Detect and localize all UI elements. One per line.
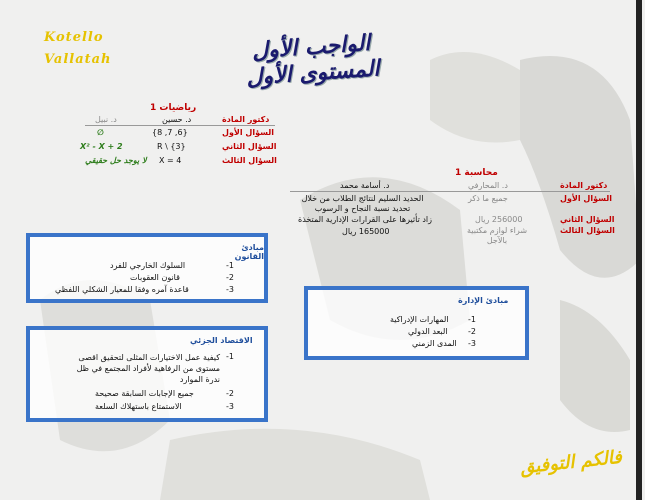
math-separator-1 <box>85 125 275 126</box>
math-b-4: لا يوجد حل حقيقي <box>85 156 147 165</box>
admin-num-3: -3 <box>468 339 476 348</box>
accounting-a-3: 256000 ريال <box>475 215 523 224</box>
math-b-3: X² - X + 2 <box>80 142 123 151</box>
admin-num-2: -2 <box>468 327 476 336</box>
accounting-separator-1 <box>290 191 610 192</box>
math-label-3: السؤال الثاني <box>222 142 277 151</box>
micro-econ-box <box>26 326 268 422</box>
law-num-3: -3 <box>226 285 234 294</box>
math-a-4: X = 4 <box>159 156 182 165</box>
accounting-b-4: 165000 ريال <box>342 227 390 236</box>
micro-num-3: -3 <box>226 402 234 411</box>
admin-num-1: -1 <box>468 315 476 324</box>
accounting-a-2: جميع ما ذكر <box>468 194 508 203</box>
signature-text: فالكم التوفيق <box>519 446 623 479</box>
accounting-b-1: د. أسامة محمد <box>340 181 390 190</box>
law-item-1: السلوك الخارجي للفرد <box>110 261 186 270</box>
micro-num-1: -1 <box>226 352 234 361</box>
logo-line-1: Kotello <box>44 30 104 45</box>
micro-item-2: جميع الإجابات السابقة صحيحة <box>95 389 194 398</box>
micro-item-1: كيفية عمل الاختيارات المثلى لتحقيق اقصى مستوى من الرفاهية لأفراد المجتمع في ظل ندرة الموارد <box>76 353 220 384</box>
accounting-b-3: زاد تأثيرها على القرارات الإدارية المتخذة <box>298 215 432 224</box>
micro-num-2: -2 <box>226 389 234 398</box>
accounting-heading: محاسبة 1 <box>455 168 498 178</box>
accounting-label-2: السؤال الأول <box>560 194 612 203</box>
admin-box <box>304 286 529 360</box>
accounting-b-2: الحديد السليم لنتائج الطلاب من خلال تحديد نسبة النجاح و الرسوب <box>301 194 424 213</box>
accounting-label-1: دكتور المادة <box>560 181 608 190</box>
math-heading: رياضيات 1 <box>150 103 197 113</box>
math-label-4: السؤال الثالث <box>222 156 277 165</box>
page-title: الواجب الأول المستوى الأول <box>245 29 381 91</box>
math-a-1: د. حسين <box>162 115 192 124</box>
right-frame-border <box>636 0 642 500</box>
micro-title: الاقتصاد الجزئي <box>190 336 253 345</box>
law-item-3: قاعدة آمره وفقا للمعيار الشكلي اللفظي <box>55 285 189 294</box>
law-num-1: -1 <box>226 261 234 270</box>
math-a-3: R \ {3} <box>157 142 186 151</box>
accounting-label-3: السؤال الثاني <box>560 215 615 224</box>
law-item-2: قانون العقوبات <box>130 273 180 282</box>
accounting-label-4: السؤال الثالث <box>560 226 615 235</box>
law-title: مبادئ القانون <box>234 243 264 261</box>
admin-item-3: المدى الزمني <box>412 339 457 348</box>
law-box <box>26 233 268 303</box>
accounting-a-1: د. المحارفي <box>468 181 508 190</box>
math-a-2: {6, 7, 8} <box>152 128 188 137</box>
logo-line-2: Vallatah <box>44 52 112 67</box>
math-b-2: ∅ <box>97 128 104 137</box>
math-label-2: السؤال الأول <box>222 128 274 137</box>
admin-item-2: البعد الدولي <box>408 327 448 336</box>
admin-title: مبادئ الإدارة <box>458 296 509 305</box>
micro-item-3: الاستمتاع باستهلاك السلعة <box>95 402 182 411</box>
law-num-2: -2 <box>226 273 234 282</box>
math-label-1: دكتور المادة <box>222 115 270 124</box>
accounting-a-4: شراء لوازم مكتبية بالآجل <box>466 226 528 245</box>
admin-item-1: المهارات الإدراكية <box>390 315 449 324</box>
math-b-1: د. نبيل <box>95 115 117 124</box>
